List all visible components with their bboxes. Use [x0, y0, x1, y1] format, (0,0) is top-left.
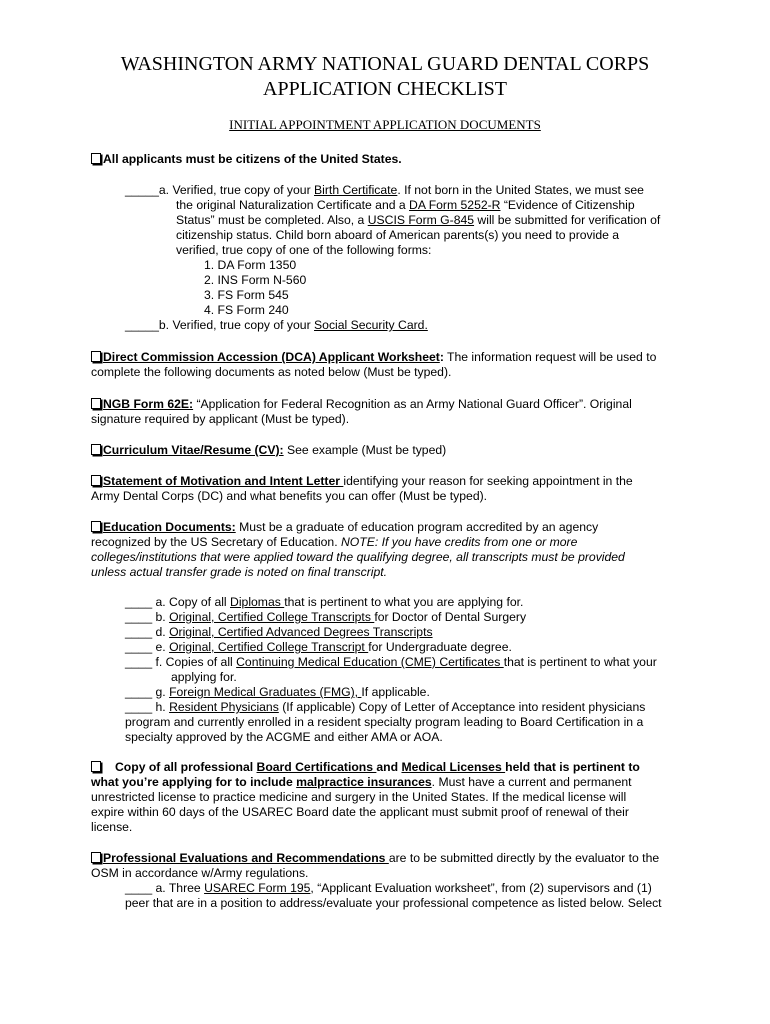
education-sub-b: ____ b. Original, Certified College Transcripts for Doctor of Dental Surgery [125, 610, 527, 624]
education-sub-h-line-3: specialty approved by the ACGME and either AMA or AOA. [125, 730, 443, 744]
checkbox-evaluations[interactable] [91, 852, 101, 863]
document-title-line-1: WASHINGTON ARMY NATIONAL GUARD DENTAL CORPS [120, 53, 650, 75]
citizens-item-a-line-4: citizenship status. Child born aboard of American parents(s) you need to provide a [176, 228, 620, 242]
licenses-item-line-3: unrestricted license to practice medicine and surgery in the United States. If the medical license will [91, 790, 627, 804]
form-list-item: 1. DA Form 1350 [204, 258, 297, 272]
licenses-item: Copy of all professional Board Certifications and Medical Licenses held that is pertinent to [91, 760, 640, 775]
education-item-line-3: colleges/institutions that were applied toward the qualifying degree, all transcripts must be provided [91, 550, 625, 564]
education-sub-h: ____ h. Resident Physicians (If applicable) Copy of Letter of Acceptance into resident physicians [125, 700, 646, 714]
document-subtitle: INITIAL APPOINTMENT APPLICATION DOCUMENTS [229, 117, 541, 132]
education-item-line-2: recognized by the US Secretary of Education. NOTE: If you have credits from one or more [91, 535, 578, 549]
citizens-item-b: _____b. Verified, true copy of your Social Security Card. [125, 318, 428, 332]
evaluations-sub-a: ____ a. Three USAREC Form 195, “Applicant Evaluation worksheet”, from (2) supervisors and (1) [125, 881, 652, 895]
checkbox-dca[interactable] [91, 351, 101, 362]
citizens-item-a-line-5: verified, true copy of one of the following forms: [176, 243, 432, 257]
citizens-item-a-line-2: the original Naturalization Certificate and a DA Form 5252-R “Evidence of Citizenship [176, 198, 635, 212]
education-item: Education Documents: Must be a graduate of education program accredited by an agency [91, 520, 598, 535]
motivation-item-line-2: Army Dental Corps (DC) and what benefits you can offer (Must be typed). [91, 489, 488, 503]
education-sub-f-line-2: applying for. [171, 670, 237, 684]
licenses-item-line-4: expire within 60 days of the USAREC Board date the applicant must submit proof of renewal of their [91, 805, 629, 819]
checkbox-licenses[interactable] [91, 761, 101, 772]
citizens-heading: All applicants must be citizens of the United States. [91, 152, 402, 167]
licenses-item-line-5: license. [91, 820, 133, 834]
checkbox-motivation[interactable] [91, 475, 101, 486]
evaluations-sub-a-line-2: peer that are in a position to address/evaluate your professional competence as listed below. Select [125, 896, 662, 910]
checkbox-ngb[interactable] [91, 398, 101, 409]
dca-item-line-2: complete the following documents as noted below (Must be typed). [91, 365, 452, 379]
ngb-item-line-2: signature required by applicant (Must be typed). [91, 412, 350, 426]
form-list-item: 4. FS Form 240 [204, 303, 289, 317]
evaluations-item: Professional Evaluations and Recommendations are to be submitted directly by the evaluator to the [91, 851, 659, 866]
education-sub-a: ____ a. Copy of all Diplomas that is pertinent to what you are applying for. [125, 595, 524, 609]
dca-item: Direct Commission Accession (DCA) Applicant Worksheet: The information request will be used to [91, 350, 656, 365]
document-title-line-2: APPLICATION CHECKLIST [263, 78, 507, 100]
motivation-item: Statement of Motivation and Intent Letter identifying your reason for seeking appointment in the [91, 474, 633, 489]
education-sub-f: ____ f. Copies of all Continuing Medical Education (CME) Certificates that is pertinent to what your [125, 655, 657, 669]
citizens-item-a-line-3: Status” must be completed. Also, a USCIS Form G-845 will be submitted for verification of [176, 213, 661, 227]
checkbox-cv[interactable] [91, 444, 101, 455]
education-sub-h-line-2: program and currently enrolled in a resident specialty program leading to Board Certification in a [125, 715, 644, 729]
education-item-line-4: unless actual transfer grade is noted on final transcript. [91, 565, 388, 579]
ngb-item: NGB Form 62E: “Application for Federal Recognition as an Army National Guard Officer”. Original [91, 397, 632, 412]
evaluations-item-line-2: OSM in accordance w/Army regulations. [91, 866, 309, 880]
checkbox-citizens[interactable] [91, 153, 101, 164]
checkbox-education[interactable] [91, 521, 101, 532]
education-sub-d: ____ d. Original, Certified Advanced Degrees Transcripts [125, 625, 433, 639]
education-sub-g: ____ g. Foreign Medical Graduates (FMG), If applicable. [125, 685, 430, 699]
licenses-item-line-2: what you’re applying for to include malpractice insurances. Must have a current and permanent [91, 775, 632, 789]
education-sub-e: ____ e. Original, Certified College Transcript for Undergraduate degree. [125, 640, 512, 654]
birth-certificate-link: Birth Certificate [314, 183, 398, 197]
cv-item: Curriculum Vitae/Resume (CV): See example (Must be typed) [91, 443, 446, 458]
form-list-item: 2. INS Form N-560 [204, 273, 307, 287]
form-list-item: 3. FS Form 545 [204, 288, 289, 302]
citizens-item-a: _____a. Verified, true copy of your Birth Certificate. If not born in the United States, we must see [125, 183, 644, 197]
